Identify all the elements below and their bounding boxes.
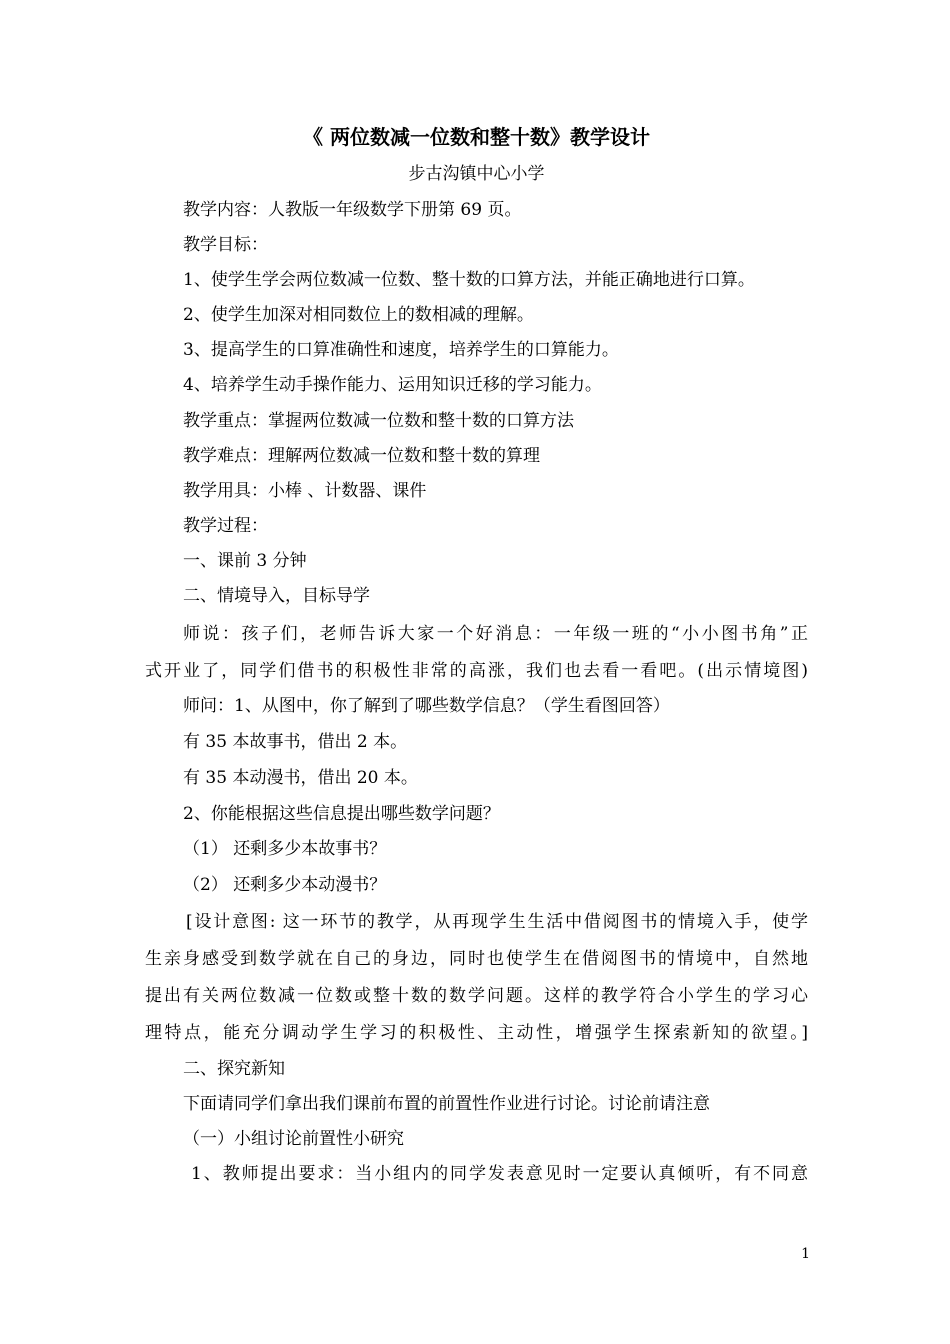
page-number: 1	[801, 1246, 810, 1262]
paragraph-line: 有 35 本故事书，借出 2 本。	[183, 732, 408, 752]
paragraph-line: 2、使学生加深对相同数位上的数相减的理解。	[183, 305, 534, 325]
paragraph-line: 二、情境导入，目标导学	[183, 586, 370, 606]
paragraph-line: 师问：1、从图中，你了解到了哪些数学信息？（学生看图回答）	[183, 696, 670, 716]
paragraph-line: 教学目标：	[183, 235, 268, 255]
paragraph-line: 1、教师提出要求：当小组内的同学发表意见时一定要认真倾听，有不同意	[191, 1164, 808, 1184]
paragraph-line: 4、培养学生动手操作能力、运用知识迁移的学习能力。	[183, 375, 602, 395]
paragraph-line: 一、课前 3 分钟	[183, 551, 307, 571]
paragraph-line: 教学难点：理解两位数减一位数和整十数的算理	[183, 446, 540, 466]
paragraph-line: 提出有关两位数减一位数或整十数的数学问题。这样的教学符合小学生的学习心	[145, 986, 808, 1006]
school-name: 步古沟镇中心小学	[408, 164, 545, 184]
paragraph-line: 教学重点：掌握两位数减一位数和整十数的口算方法	[183, 411, 574, 431]
paragraph-line: 式开业了，同学们借书的积极性非常的高涨，我们也去看一看吧。(出示情境图)	[145, 661, 808, 681]
paragraph-line: 下面请同学们拿出我们课前布置的前置性作业进行讨论。讨论前请注意	[183, 1094, 710, 1114]
paragraph-line: [设计意图: 这一环节的教学，从再现学生生活中借阅图书的情境入手，使学	[186, 912, 808, 932]
paragraph-line: （一）小组讨论前置性小研究	[183, 1129, 404, 1149]
paragraph-line: 师说：孩子们，老师告诉大家一个好消息：一年级一班的“小小图书角”正	[183, 624, 808, 644]
paragraph-line: 1、使学生学会两位数减一位数、整十数的口算方法，并能正确地进行口算。	[183, 270, 755, 290]
paragraph-line: 2、你能根据这些信息提出哪些数学问题？	[183, 804, 500, 824]
paragraph-line: 二、探究新知	[183, 1059, 285, 1079]
paragraph-line: 3、提高学生的口算准确性和速度，培养学生的口算能力。	[183, 340, 619, 360]
paragraph-line: 教学内容：人教版一年级数学下册第 69 页。	[183, 200, 522, 220]
paragraph-line: 教学用具：小棒 、计数器、课件	[183, 481, 427, 501]
paragraph-line: （1） 还剩多少本故事书？	[183, 839, 387, 859]
paragraph-line: 教学过程：	[183, 516, 268, 536]
document-title: 《 两位数减一位数和整十数》教学设计	[303, 125, 650, 149]
paragraph-line: （2） 还剩多少本动漫书？	[183, 875, 387, 895]
paragraph-line: 理特点，能充分调动学生学习的积极性、主动性，增强学生探索新知的欲望。]	[145, 1023, 808, 1043]
paragraph-line: 有 35 本动漫书，借出 20 本。	[183, 768, 418, 788]
paragraph-line: 生亲身感受到数学就在自己的身边，同时也使学生在借阅图书的情境中，自然地	[145, 949, 808, 969]
